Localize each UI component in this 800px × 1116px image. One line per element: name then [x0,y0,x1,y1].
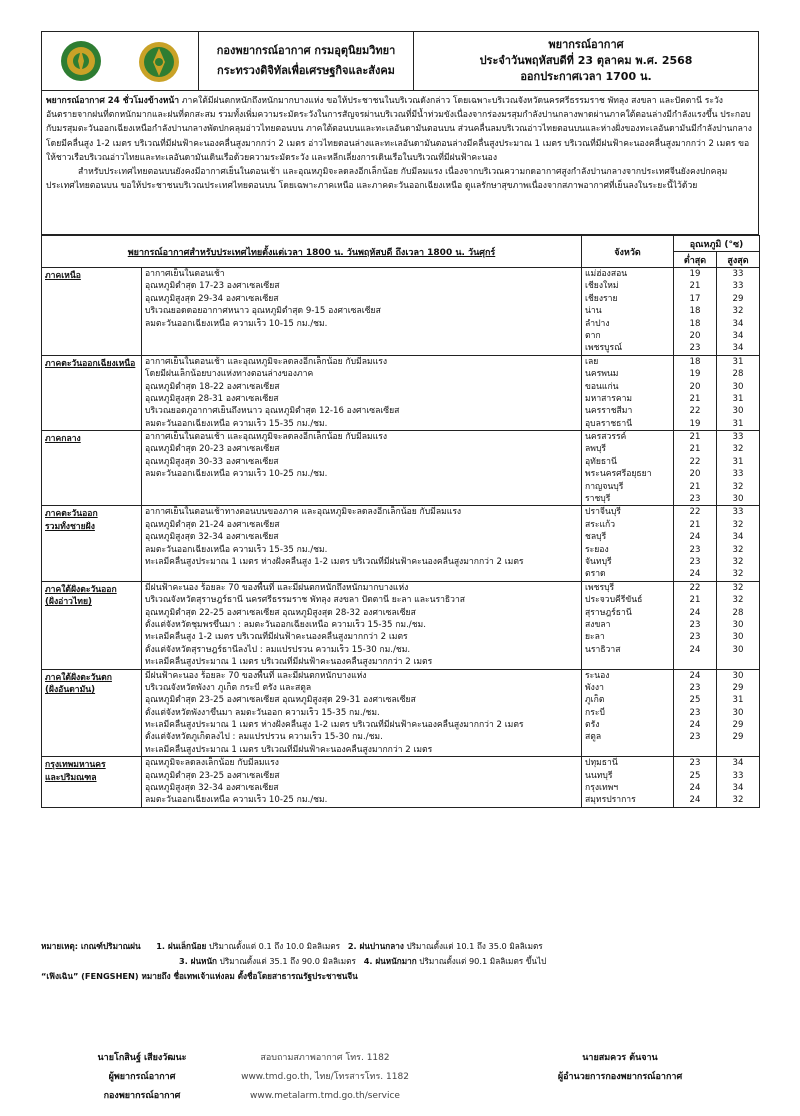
region-row [42,268,760,356]
detail-line: อากาศเย็นในตอนเช้า และอุณหภูมิจะลดลงอีกเล็กน้อย กับมีลมแรง [145,432,388,443]
max-temp: 29 [732,732,744,743]
max-temp: 34 [732,318,744,329]
province-name: สมุทรปราการ [585,795,636,806]
province-name-column [582,431,674,506]
min-temp-column [674,581,717,669]
max-temp: 30 [732,644,744,655]
max-temp [720,744,756,756]
rain-very-heavy-text: ปริมาณตั้งแต่ 90.1 มิลลิเมตร ขึ้นไป [419,956,547,966]
forecast-date: ประจำวันพฤหัสบดีที่ 23 ตุลาคม พ.ศ. 2568 [479,54,693,67]
max-temp: 32 [732,795,744,806]
province-name: ตรัง [585,720,600,731]
max-temp: 30 [732,381,744,392]
province-name: กาญจนบุรี [585,481,624,492]
logo-area [42,32,199,90]
detail-line: ลมตะวันออกเฉียงเหนือ ความเร็ว 15-35 กม./ชม. [145,544,328,555]
rainfall-notes [41,939,759,984]
province-name: กรุงเทพฯ [585,783,619,794]
general-forecast-para2: สำหรับประเทศไทยตอนบนยังคงมีอากาศเย็นในตอนเช้า และอุณหภูมิจะลดลงอีกเล็กน้อย กับมีลมแรง เนื่องจากบริเวณความกดอากาศสูงกำลังปานกลางจากประเทศจีนยังคงปกคลุมประเทศไทยตอนบน ขอให้ประชาชนบริเวณประเทศไทยตอนบน โดยเฉพาะภาคเหนือ และภาคตะวันออกเฉียงเหนือ ดูแลรักษาสุขภาพเนื่องจากสภาพอากาศที่เย็นลงในระยะนี้ไว้ด้วย [46,167,728,192]
province-name: พระนครศรีอยุธยา [585,469,652,480]
min-temp: 21 [689,281,701,292]
detail-line: บริเวณยอดดอยอากาศหนาว อุณหภูมิต่ำสุด 9-15 องศาเซลเซียส [145,306,381,317]
province-name: เพชรบุรี [585,582,615,593]
max-temp: 30 [732,619,744,630]
max-temp: 32 [732,481,744,492]
province-name: ลพบุรี [585,444,607,455]
rain-heavy-text: ปริมาณตั้งแต่ 35.1 ถึง 90.0 มิลลิเมตร [219,956,356,966]
detail-line: ตั้งแต่จังหวัดพังงาขึ้นมา ลมตะวันออก ความเร็ว 15-35 กม./ชม. [145,707,380,718]
min-temp: 24 [689,607,701,618]
min-temp-column [674,431,717,506]
province-name-column [582,506,674,581]
max-temp: 31 [732,356,744,367]
detail-line: ทะเลมีคลื่นสูงประมาณ 1 เมตร บริเวณที่มีฝนฟ้าคะนองคลื่นสูงมากกว่า 2 เมตร [145,657,433,668]
detail-line: อุณหภูมิต่ำสุด 17-23 องศาเซลเซียส [145,281,280,292]
min-temp: 18 [689,318,701,329]
forecaster-name: นายโกสินฐ์ เสียงวัฒนะ [97,1053,187,1063]
max-temp: 33 [732,281,744,292]
detail-line [145,342,578,354]
min-temp: 24 [689,670,701,681]
max-temp: 30 [732,670,744,681]
region-name [42,669,142,757]
province-name: ขอนแก่น [585,381,619,392]
max-temp: 29 [732,682,744,693]
min-temp-column [674,506,717,581]
region-row [42,757,760,808]
region-row [42,669,760,757]
region-name [42,268,142,356]
regional-forecast-table [41,235,760,808]
max-temp: 30 [732,632,744,643]
province-name: ประจวบคีรีขันธ์ [585,595,643,606]
province-name: มหาสารคาม [585,393,633,404]
forecast-title-block [414,32,758,90]
min-temp [677,744,713,756]
detail-line: อุณหภูมิต่ำสุด 20-23 องศาเซลเซียส [145,444,280,455]
province-name: เพชรบูรณ์ [585,343,623,354]
region-name-line: ภาคตะวันออกเฉียงเหนือ [45,358,136,369]
detail-line: มีฝนฟ้าคะนอง ร้อยละ 70 ของพื้นที่ และมีฝนตกหนักถึงหนักมากบางแห่ง [145,582,409,593]
max-temp-column [717,355,760,430]
max-temp-column [717,506,760,581]
min-temp [677,656,713,668]
min-temp: 21 [689,595,701,606]
province-name: ราชบุรี [585,494,611,505]
detail-line: อุณหภูมิจะลดลงเล็กน้อย กับมีลมแรง [145,758,279,769]
province-name: ปทุมธานี [585,758,618,769]
min-temp-header: ต่ำสุด [674,252,717,268]
province-name: เลย [585,356,599,367]
detail-line: ลมตะวันออกเฉียงเหนือ ความเร็ว 15-35 กม./ชม. [145,418,328,429]
province-name [585,656,670,668]
region-details [142,669,582,757]
province-name: ตราด [585,569,606,580]
min-temp: 23 [689,707,701,718]
min-temp: 20 [689,469,701,480]
max-temp: 32 [732,519,744,530]
detail-line: อุณหภูมิต่ำสุด 18-22 องศาเซลเซียส [145,381,280,392]
max-temp: 33 [732,507,744,518]
province-name: สงขลา [585,619,611,630]
tmd-emblem-icon [59,36,103,86]
province-name-column [582,581,674,669]
min-temp: 23 [689,343,701,354]
detail-line: อุณหภูมิสูงสุด 32-34 องศาเซลเซียส [145,532,279,543]
contact-phone: สอบถามสภาพอากาศ โทร. 1182 [260,1053,390,1063]
max-temp: 31 [732,695,744,706]
contact-block [225,1049,425,1106]
max-temp: 28 [732,607,744,618]
max-temp: 33 [732,469,744,480]
province-name: ปราจีนบุรี [585,507,621,518]
province-name-column [582,757,674,808]
max-temp: 32 [732,595,744,606]
min-temp: 24 [689,569,701,580]
province-name: ยะลา [585,632,605,643]
min-temp: 20 [689,330,701,341]
max-temp: 31 [732,393,744,404]
region-row [42,355,760,430]
region-name-line: ภาคใต้ฝั่งตะวันออก [45,584,117,595]
min-temp-column [674,268,717,356]
province-name: สุราษฎร์ธานี [585,607,632,618]
province-name: ภูเก็ต [585,695,605,706]
region-name-line: และปริมณฑล [45,772,97,783]
min-temp: 22 [689,406,701,417]
province-name: นนทบุรี [585,770,613,781]
detail-line [145,330,578,342]
min-temp: 21 [689,393,701,404]
province-name: อุบลราชธานี [585,418,633,429]
min-temp: 18 [689,356,701,367]
min-temp: 25 [689,695,701,706]
province-name: แม่ฮ่องสอน [585,269,628,279]
region-name-line: (ฝั่งอ่าวไทย) [45,597,92,608]
detail-line: บริเวณจังหวัดพังงา ภูเก็ต กระบี่ ตรัง และสตูล [145,682,312,693]
min-temp: 21 [689,444,701,455]
province-name: นครราชสีมา [585,406,633,417]
detail-line: โดยมีฝนเล็กน้อยบางแห่งทางตอนล่างของภาค [145,369,314,380]
issue-time: ออกประกาศเวลา 1700 น. [520,70,652,83]
region-name [42,757,142,808]
max-temp: 30 [732,406,744,417]
province-name: พังงา [585,682,604,693]
rain-heavy-label: 3. ฝนหนัก [179,956,218,966]
min-temp: 23 [689,544,701,555]
province-name: จันทบุรี [585,556,612,567]
director-name: นายสมควร ต้นจาน [582,1053,658,1063]
max-temp: 34 [732,330,744,341]
province-name-column [582,268,674,356]
max-temp: 32 [732,556,744,567]
province-name: ลำปาง [585,318,610,329]
max-temp: 34 [732,783,744,794]
region-details [142,757,582,808]
region-name-line: ภาคเหนือ [45,271,81,281]
region-name-line: กรุงเทพมหานคร [45,760,106,771]
region-name-line: ภาคตะวันออก [45,509,98,520]
ministry-emblem-icon [137,36,181,86]
province-name: นครสวรรค์ [585,432,627,443]
max-temp: 30 [732,494,744,505]
detail-line: อุณหภูมิต่ำสุด 23-25 องศาเซลเซียส อุณหภูมิสูงสุด 29-31 องศาเซลเซียส [145,695,416,706]
min-temp: 23 [689,758,701,769]
region-details [142,581,582,669]
detail-line: อุณหภูมิต่ำสุด 22-25 องศาเซลเซียส อุณหภูมิสูงสุด 28-32 องศาเซลเซียส [145,607,416,618]
region-details [142,268,582,356]
min-temp: 24 [689,720,701,731]
region-row [42,431,760,506]
province-name: ระยอง [585,544,609,555]
min-temp: 24 [689,783,701,794]
max-temp: 34 [732,343,744,354]
region-details [142,355,582,430]
province-name [585,744,670,756]
min-temp: 18 [689,306,701,317]
ministry-name: กระทรวงดิจิทัลเพื่อเศรษฐกิจและสังคม [217,64,395,77]
forecaster-block [52,1049,232,1106]
province-name: เชียงใหม่ [585,281,619,292]
detail-line: บริเวณจังหวัดสุราษฎร์ธานี นครศรีธรรมราช พัทลุง สงขลา ปัตตานี ยะลา และนราธิวาส [145,595,466,606]
region-name-line: ภาคใต้ฝั่งตะวันตก [45,672,112,683]
province-name: นราธิวาส [585,644,621,655]
document-header [41,31,759,91]
max-temp: 32 [732,306,744,317]
province-name-column [582,355,674,430]
rain-moderate-text: ปริมาณตั้งแต่ 10.1 ถึง 35.0 มิลลิเมตร [406,941,543,951]
forecaster-title: ผู้พยากรณ์อากาศ [108,1072,176,1082]
min-temp: 21 [689,432,701,443]
max-temp: 31 [732,456,744,467]
detail-line: ทะเลมีคลื่นสูงประมาณ 1 เมตร บริเวณที่มีฝนฟ้าคะนองคลื่นสูงมากกว่า 2 เมตร [145,744,433,755]
max-temp-column [717,431,760,506]
rain-moderate-label: 2. ฝนปานกลาง [347,941,404,951]
min-temp: 23 [689,682,701,693]
province-name: สตูล [585,732,602,743]
detail-line: อุณหภูมิสูงสุด 28-31 องศาเซลเซียส [145,393,279,404]
forecast-title: พยากรณ์อากาศ [548,38,624,51]
max-temp: 29 [732,720,744,731]
detail-line: อุณหภูมิสูงสุด 29-34 องศาเซลเซียส [145,293,279,304]
temperature-header: อุณหภูมิ (°ซ) [674,236,760,252]
min-temp: 24 [689,644,701,655]
detail-line: ลมตะวันออกเฉียงเหนือ ความเร็ว 10-25 กม./ชม. [145,469,328,480]
min-temp: 23 [689,632,701,643]
detail-line: ลมตะวันออกเฉียงเหนือ ความเร็ว 10-15 กม./ชม. [145,318,328,329]
min-temp: 22 [689,582,701,593]
min-temp: 21 [689,481,701,492]
province-name: กระบี่ [585,707,605,718]
organization-name: กองพยากรณ์อากาศ กรมอุตุนิยมวิทยา [216,44,396,57]
max-temp: 31 [732,418,744,429]
min-temp-column [674,355,717,430]
general-forecast-lead: พยากรณ์อากาศ 24 ชั่วโมงข้างหน้า [46,96,180,106]
province-name: สระแก้ว [585,519,616,530]
max-temp: 30 [732,707,744,718]
min-temp: 23 [689,556,701,567]
min-temp: 19 [689,269,701,279]
detail-line: ตั้งแต่จังหวัดชุมพรขึ้นมา : ลมตะวันออกเฉียงเหนือ ความเร็ว 15-35 กม./ชม. [145,619,426,630]
director-title: ผู้อำนวยการกองพยากรณ์อากาศ [557,1072,683,1082]
min-temp: 17 [689,293,701,304]
contact-service-url[interactable]: www.metalarm.tmd.go.th/service [250,1091,400,1101]
max-temp [720,656,756,668]
province-name-column [582,669,674,757]
province-name: ระนอง [585,670,610,681]
detail-line: อากาศเย็นในตอนเช้า [145,269,225,279]
max-temp: 33 [732,269,744,279]
max-temp-column [717,268,760,356]
min-temp: 21 [689,519,701,530]
fengshen-note: “เฟิงเฉิน” (FENGSHEN) หมายถึง ชื่อเทพเจ้าแห่งลม ตั้งชื่อโดยสาธารณรัฐประชาชนจีน [41,971,358,981]
region-row [42,506,760,581]
region-name-line: รวมทั้งชายฝั่ง [45,521,95,532]
min-temp: 19 [689,369,701,380]
max-temp: 32 [732,582,744,593]
detail-line: อุณหภูมิสูงสุด 30-33 องศาเซลเซียส [145,456,279,467]
detail-line: ลมตะวันออกเฉียงเหนือ ความเร็ว 10-25 กม./ชม. [145,795,328,806]
min-temp-column [674,757,717,808]
province-name: เชียงราย [585,293,618,304]
detail-line: มีฝนฟ้าคะนอง ร้อยละ 70 ของพื้นที่ และมีฝนตกหนักบางแห่ง [145,670,367,681]
detail-line: อากาศเย็นในตอนเช้า และอุณหภูมิจะลดลงอีกเล็กน้อย กับมีลมแรง [145,356,388,367]
province-name: อุทัยธานี [585,456,617,467]
province-name: ตาก [585,330,601,341]
min-temp: 23 [689,494,701,505]
general-forecast [41,91,759,235]
detail-line: ตั้งแต่จังหวัดสุราษฎร์ธานีลงไป : ลมแปรปรวน ความเร็ว 15-30 กม./ชม. [145,644,411,655]
region-name [42,431,142,506]
detail-line: อุณหภูมิสูงสุด 32-34 องศาเซลเซียส [145,783,279,794]
director-block [520,1049,720,1087]
contact-website[interactable]: www.tmd.go.th, ไทย/โทรสารโทร. 1182 [241,1072,409,1082]
organization-block [199,32,414,90]
min-temp: 24 [689,532,701,543]
region-details [142,506,582,581]
region-name [42,581,142,669]
notes-label: หมายเหตุ: เกณฑ์ปริมาณฝน [41,941,141,951]
min-temp: 25 [689,770,701,781]
region-name [42,506,142,581]
rain-light-label: 1. ฝนเล็กน้อย [156,941,207,951]
max-temp: 32 [732,444,744,455]
general-forecast-para1: ภาคใต้มีฝนตกหนักถึงหนักมากบางแห่ง ขอให้ประชาชนในบริเวณดังกล่าว โดยเฉพาะบริเวณจังหวัดนครศรีธรรมราช พัทลุง สงขลา และปัตตานี ระวังอันตรายจากฝนที่ตกหนักมากและฝนที่ตกสะสม รวมทั้งเพิ่มความระมัดระวังในการสัญจรผ่านบริเวณที่มีน้ำท่วมขังเนื่องจากร่องมรสุมกำลังปานกลางพาดผ่านภาคใต้ตอนล่างมีกำลังแรงขึ้น ประกอบกับมรสุมตะวันออกเฉียงเหนือกำลังปานกลางพัดปกคลุมอ่าวไทยตอนบน ภาคใต้ตอนบนและทะเลอันดามันตอนบน ส่วนคลื่นลมบริเวณอ่าวไทยตอนบนและห่างฝั่งของทะเลอันดามันมีกำลังปานกลาง โดยมีคลื่นสูง 1-2 เมตร บริเวณที่มีฝนฟ้าคะนองคลื่นสูงมากกว่า 2 เมตร อ่าวไทยตอนล่างและทะเลอันดามันตอนล่างมีคลื่นสูงประมาณ 1 เมตร บริเวณที่มีฝนฟ้าคะนองคลื่นสูงมากกว่า 2 เมตร ขอให้ชาวเรือบริเวณอ่าวไทยและทะเลอันดามันเดินเรือด้วยความระมัดระวัง และหลีกเลี่ยงการเดินเรือในบริเวณที่มีฝนฟ้าคะนอง [46,96,752,163]
min-temp: 19 [689,418,701,429]
region-name [42,355,142,430]
detail-line [145,568,578,580]
min-temp: 23 [689,619,701,630]
detail-line: อากาศเย็นในตอนเช้าทางตอนบนของภาค และอุณหภูมิจะลดลงอีกเล็กน้อย กับมีลมแรง [145,507,462,518]
province-name: นครพนม [585,369,619,380]
detail-line [145,481,578,493]
min-temp: 24 [689,795,701,806]
max-temp: 33 [732,432,744,443]
detail-line [145,493,578,505]
detail-line: อุณหภูมิต่ำสุด 21-24 องศาเซลเซียส [145,519,280,530]
min-temp: 23 [689,732,701,743]
region-name-line: (ฝั่งอันดามัน) [45,684,96,695]
province-header: จังหวัด [582,236,674,268]
max-temp: 32 [732,544,744,555]
province-name: ชลบุรี [585,532,607,543]
region-name-line: ภาคกลาง [45,434,81,445]
min-temp: 20 [689,381,701,392]
max-temp: 34 [732,758,744,769]
max-temp: 28 [732,369,744,380]
max-temp-header: สูงสุด [717,252,760,268]
max-temp: 34 [732,532,744,543]
detail-line: อุณหภูมิต่ำสุด 23-25 องศาเซลเซียส [145,770,280,781]
detail-line: ทะเลมีคลื่นสูงประมาณ 1 เมตร ห่างฝั่งคลื่นสูง 1-2 เมตร บริเวณที่มีฝนฟ้าคะนองคลื่นสูงมากกว่า 2 เมตร [145,720,524,731]
detail-line: บริเวณยอดภูอากาศเย็นถึงหนาว อุณหภูมิต่ำสุด 12-16 องศาเซลเซียส [145,406,400,417]
table-caption: พยากรณ์อากาศสำหรับประเทศไทยตั้งแต่เวลา 1800 น. วันพฤหัสบดี ถึงเวลา 1800 น. วันศุกร์ [42,236,582,268]
max-temp-column [717,669,760,757]
min-temp: 22 [689,456,701,467]
region-row [42,581,760,669]
max-temp: 29 [732,293,744,304]
detail-line: ตั้งแต่จังหวัดภูเก็ตลงไป : ลมแปรปรวน ความเร็ว 15-30 กม./ชม. [145,732,383,743]
rain-very-heavy-label: 4. ฝนหนักมาก [363,956,417,966]
max-temp: 32 [732,569,744,580]
forecaster-division: กองพยากรณ์อากาศ [103,1091,181,1101]
detail-line: ทะเลมีคลื่นสูงประมาณ 1 เมตร ห่างฝั่งคลื่นสูง 1-2 เมตร บริเวณที่มีฝนฟ้าคะนองคลื่นสูงมากกว่า 2 เมตร [145,556,524,567]
min-temp: 22 [689,507,701,518]
province-name: น่าน [585,306,602,317]
region-details [142,431,582,506]
max-temp-column [717,757,760,808]
detail-line: ทะเลมีคลื่นสูง 1-2 เมตร บริเวณที่มีฝนฟ้าคะนองคลื่นสูงมากกว่า 2 เมตร [145,632,408,643]
max-temp-column [717,581,760,669]
rain-light-text: ปริมาณตั้งแต่ 0.1 ถึง 10.0 มิลลิเมตร [208,941,340,951]
max-temp: 33 [732,770,744,781]
min-temp-column [674,669,717,757]
